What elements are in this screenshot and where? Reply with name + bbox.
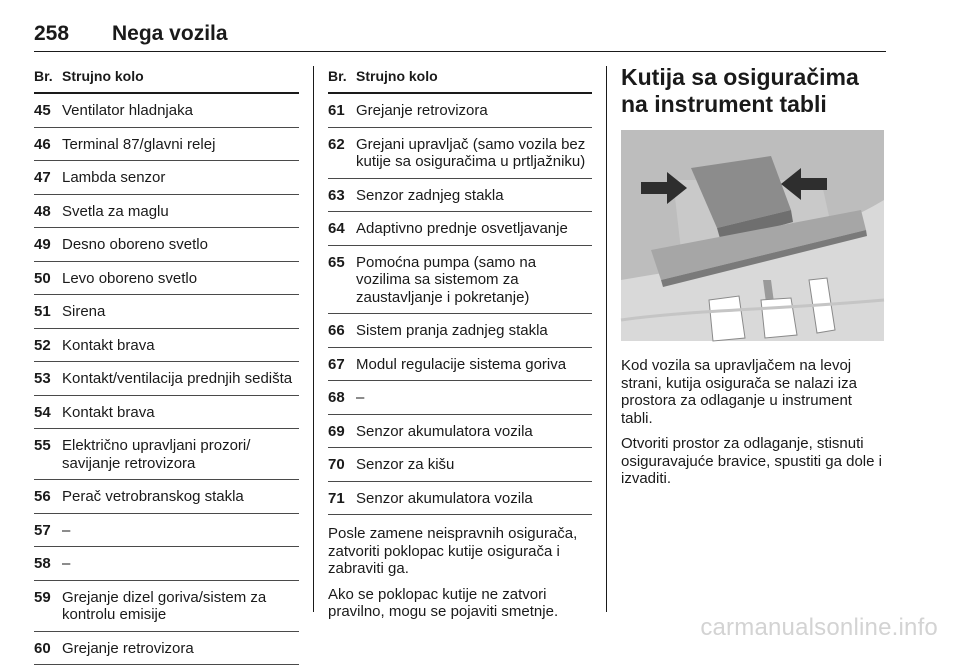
fuse-number: 70: [328, 456, 356, 474]
fuse-box-illustration: [621, 130, 884, 341]
table-row: [34, 581, 299, 632]
fuse-number: 64: [328, 220, 356, 238]
circuit-name: Kontakt/ventilacija prednjih sedišta: [62, 370, 299, 388]
table-row: [34, 161, 299, 195]
table-row: [328, 212, 592, 246]
fuse-number: 49: [34, 236, 62, 254]
table-row: [34, 195, 299, 229]
fuse-table-part-1: [34, 66, 299, 665]
fuse-number: 61: [328, 102, 356, 120]
fuse-number: 57: [34, 522, 62, 540]
circuit-name: Grejanje retrovizora: [356, 102, 592, 120]
fuse-number: 59: [34, 589, 62, 624]
table-row: [34, 295, 299, 329]
fuse-number: 63: [328, 187, 356, 205]
table-header: [34, 66, 299, 94]
table-row: [34, 632, 299, 665]
table-row: [34, 396, 299, 430]
location-paragraph: Kod vozila sa upravljačem na levoj strani, kutija osigurača se nalazi iza prostora za odlaganje u instrument tabli.: [621, 357, 886, 427]
table-row: [34, 329, 299, 363]
table-row: [328, 246, 592, 315]
header-number: Br.: [34, 68, 62, 86]
circuit-name: Desno oboreno svetlo: [62, 236, 299, 254]
circuit-name: Sistem pranja zadnjeg stakla: [356, 322, 592, 340]
fuse-number: 53: [34, 370, 62, 388]
circuit-name: Grejani upravljač (samo vozila bez kutije sa osiguračima u prtljažniku): [356, 136, 592, 171]
fuse-number: 54: [34, 404, 62, 422]
circuit-name: Terminal 87/glavni relej: [62, 136, 299, 154]
page-number: 258: [34, 22, 69, 46]
column-divider: [606, 66, 607, 612]
table-row: [34, 514, 299, 548]
brake-pedal-icon: [761, 298, 797, 338]
circuit-name: –: [62, 555, 299, 573]
table-row: [328, 94, 592, 128]
header-circuit: Strujno kolo: [356, 68, 592, 86]
column-divider: [313, 66, 314, 612]
fuse-number: 65: [328, 254, 356, 307]
table-row: [328, 482, 592, 516]
clutch-pedal-icon: [709, 296, 745, 341]
circuit-name: Adaptivno prednje osvetljavanje: [356, 220, 592, 238]
fuse-number: 56: [34, 488, 62, 506]
fuse-number: 47: [34, 169, 62, 187]
fuse-number: 58: [34, 555, 62, 573]
table-row: [34, 94, 299, 128]
fuse-number: 60: [34, 640, 62, 658]
circuit-name: Pomoćna pumpa (samo na vozilima sa sistemom za zaustavljanje i pokretanje): [356, 254, 592, 307]
table-row: [328, 415, 592, 449]
fuse-number: 67: [328, 356, 356, 374]
circuit-name: Senzor zadnjeg stakla: [356, 187, 592, 205]
circuit-name: Levo oboreno svetlo: [62, 270, 299, 288]
circuit-name: Svetla za maglu: [62, 203, 299, 221]
page-header: [34, 22, 886, 52]
circuit-name: Senzor akumulatora vozila: [356, 490, 592, 508]
fuse-number: 62: [328, 136, 356, 171]
replace-fuse-paragraph: Posle zamene neispravnih osigurača, zatvoriti poklopac kutije osigurača i zabraviti ga.: [328, 525, 592, 578]
circuit-name: Ventilator hladnjaka: [62, 102, 299, 120]
fuse-number: 66: [328, 322, 356, 340]
circuit-name: Modul regulacije sistema goriva: [356, 356, 592, 374]
circuit-name: Sirena: [62, 303, 299, 321]
fuse-number: 50: [34, 270, 62, 288]
table-row: [34, 362, 299, 396]
fuse-number: 48: [34, 203, 62, 221]
circuit-name: Električno upravljani prozori/ savijanje retrovizora: [62, 437, 299, 472]
circuit-name: Kontakt brava: [62, 337, 299, 355]
circuit-name: Senzor za kišu: [356, 456, 592, 474]
table-row: [328, 314, 592, 348]
table-row: [34, 128, 299, 162]
circuit-name: –: [356, 389, 592, 407]
chapter-title: Nega vozila: [112, 22, 228, 46]
circuit-name: –: [62, 522, 299, 540]
table-row: [34, 429, 299, 480]
header-circuit: Strujno kolo: [62, 68, 299, 86]
table-row: [328, 448, 592, 482]
fuse-number: 71: [328, 490, 356, 508]
watermark: carmanualsonline.info: [700, 614, 938, 642]
header-number: Br.: [328, 68, 356, 86]
table-row: [328, 128, 592, 179]
fuse-number: 51: [34, 303, 62, 321]
table-row: [34, 262, 299, 296]
circuit-name: Grejanje dizel goriva/sistem za kontrolu emisije: [62, 589, 299, 624]
fuse-number: 52: [34, 337, 62, 355]
table-header: [328, 66, 592, 94]
table-row: [34, 547, 299, 581]
fuse-number: 55: [34, 437, 62, 472]
table-row: [328, 348, 592, 382]
removal-paragraph: Otvoriti prostor za odlaganje, stisnuti osiguravajuće bravice, spustiti ga dole i izvaditi.: [621, 435, 886, 488]
circuit-name: Kontakt brava: [62, 404, 299, 422]
fuse-table-part-2: [328, 66, 592, 621]
table-row: [34, 480, 299, 514]
table-row: [328, 179, 592, 213]
fuse-number: 68: [328, 389, 356, 407]
fuse-number: 69: [328, 423, 356, 441]
fuse-number: 45: [34, 102, 62, 120]
table-row: [34, 228, 299, 262]
section-title: Kutija sa osiguračima na instrument tabli: [621, 64, 886, 118]
instrument-panel-section: [621, 66, 886, 488]
table-row: [328, 381, 592, 415]
warning-paragraph: Ako se poklopac kutije ne zatvori pravilno, mogu se pojaviti smetnje.: [328, 586, 592, 621]
circuit-name: Perač vetrobranskog stakla: [62, 488, 299, 506]
circuit-name: Grejanje retrovizora: [62, 640, 299, 658]
fuse-number: 46: [34, 136, 62, 154]
circuit-name: Senzor akumulatora vozila: [356, 423, 592, 441]
circuit-name: Lambda senzor: [62, 169, 299, 187]
